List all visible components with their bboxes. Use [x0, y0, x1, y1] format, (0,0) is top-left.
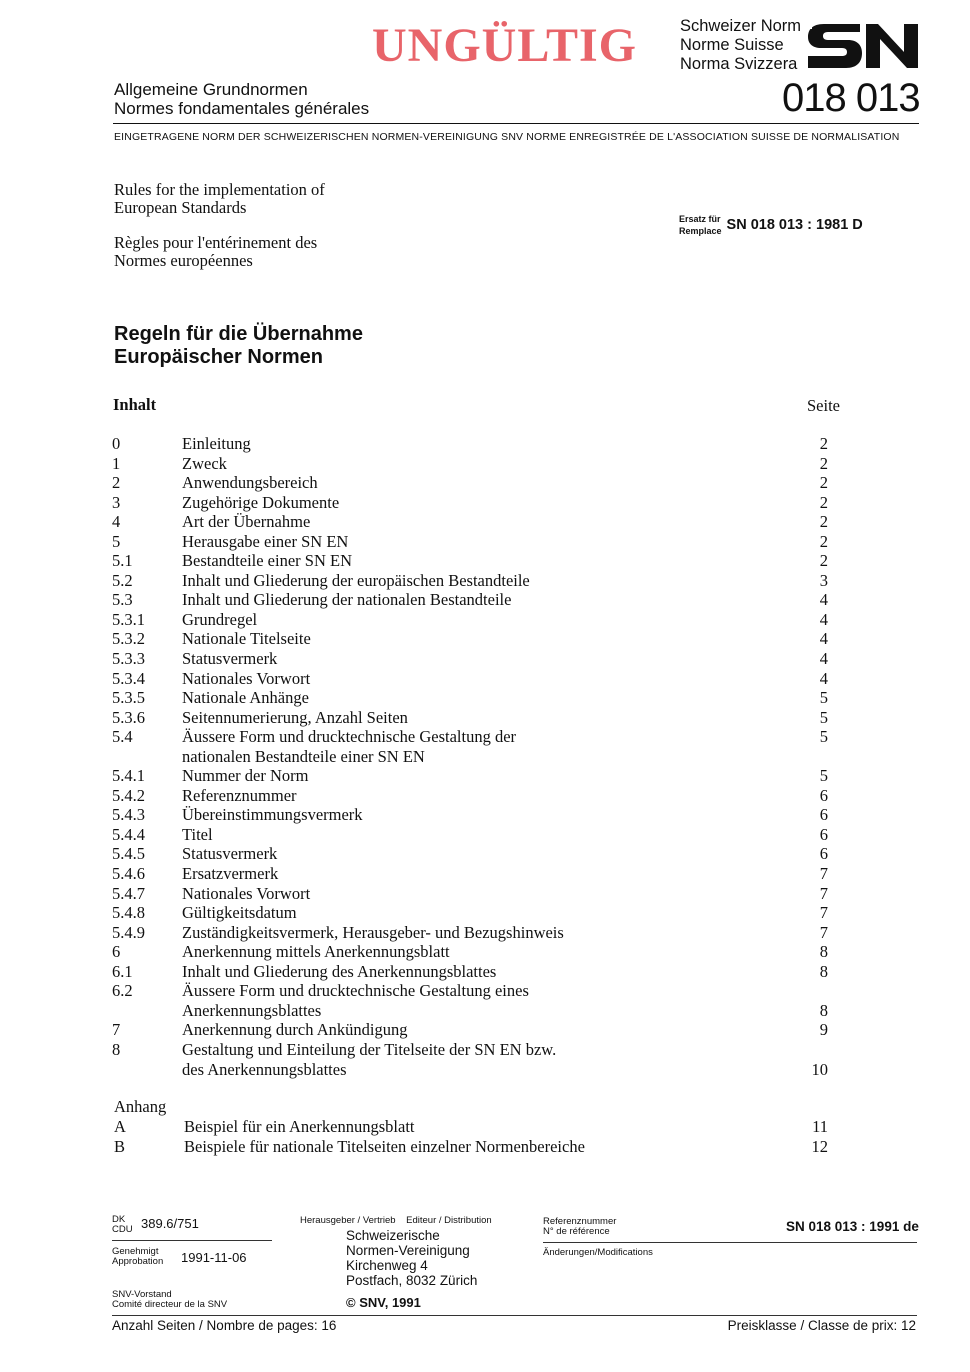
toc-entry: [112, 884, 828, 904]
toc-entry-page: 6: [819, 844, 828, 864]
reference-label-fr: N° de référence: [543, 1226, 610, 1237]
toc-entry-page: 4: [819, 649, 828, 669]
annex-entry-letter: B: [114, 1136, 126, 1156]
replaces-value: SN 018 013 : 1981 D: [726, 217, 863, 233]
toc-entry-title: Übereinstimmungsvermerk: [182, 805, 363, 825]
toc-entry: [112, 864, 828, 884]
toc-entry-title: Nationales Vorwort: [182, 668, 311, 688]
toc-entry: [112, 1020, 828, 1040]
toc-entry: [112, 1060, 828, 1080]
toc-entry: [112, 747, 828, 767]
toc-entry: [112, 766, 828, 786]
toc-entry-title: Titel: [182, 824, 213, 844]
toc-entry-title: Ersatzvermerk: [182, 864, 279, 884]
toc-entry: [112, 942, 828, 962]
approval-date: 1991-11-06: [181, 1250, 247, 1265]
toc-entry: [112, 551, 828, 571]
toc-entry: [112, 825, 828, 845]
publisher-line: Schweizerische: [346, 1228, 440, 1243]
toc-entry: [112, 805, 828, 825]
page-count: Anzahl Seiten / Nombre de pages: 16: [112, 1318, 337, 1333]
toc-entry: [112, 629, 828, 649]
toc-entry-page: 6: [819, 824, 828, 844]
annex-entry-page: 11: [812, 1117, 828, 1136]
invalid-stamp: UNGÜLTIG: [372, 19, 637, 72]
toc-entry-number: 5.3.1: [112, 609, 145, 629]
toc-entry: [112, 923, 828, 943]
toc-entry-number: 7: [112, 1020, 121, 1040]
norm-line-de: Schweizer Norm: [680, 17, 802, 35]
toc-entry: [112, 473, 828, 493]
changes-label: Änderungen/Modifications: [543, 1247, 653, 1258]
annex-section: [114, 1097, 828, 1156]
toc-entry-title: Inhalt und Gliederung der europäischen Bestandteile: [182, 570, 530, 590]
norm-lines: [680, 17, 801, 74]
publisher-line: Normen-Vereinigung: [346, 1243, 470, 1258]
toc-entry-page: 5: [819, 766, 828, 786]
toc-entry-number: 5.4.4: [112, 824, 145, 844]
copyright: © SNV, 1991: [346, 1295, 421, 1310]
toc-entry-page: 2: [819, 453, 828, 473]
reference-rule: [543, 1242, 917, 1243]
toc-entry-number: 5.3.2: [112, 629, 145, 649]
toc-entry: [112, 962, 828, 982]
toc-entry-title: Statusvermerk: [182, 649, 278, 669]
annex-entry: [114, 1137, 828, 1157]
toc-entry-page: 8: [819, 1000, 828, 1020]
replaces-label-de: Ersatz für: [679, 214, 721, 224]
annex-entry-letter: A: [114, 1117, 126, 1136]
toc-entry-title: Zugehörige Dokumente: [182, 492, 340, 512]
toc-entry-number: 6: [112, 942, 121, 962]
toc-entry-number: 6.2: [112, 981, 133, 1001]
cdu-label: CDU: [112, 1224, 133, 1235]
toc-entry-number: 5.4: [112, 727, 133, 747]
toc-entry-title: Nationale Titelseite: [182, 629, 311, 649]
toc-entry-page: 7: [819, 883, 828, 903]
toc-entry-number: 5.3.5: [112, 688, 145, 708]
annex-heading: Anhang: [114, 1097, 167, 1116]
toc-entry-title: Nationales Vorwort: [182, 883, 311, 903]
replaces-label-fr: Remplace: [679, 226, 722, 236]
toc-entry-page: 2: [819, 512, 828, 532]
toc-entry-number: 5.3: [112, 590, 133, 610]
footer-bottom-rule: [112, 1315, 917, 1316]
toc-entry-title: Seitennumerierung, Anzahl Seiten: [182, 707, 408, 727]
title-en-line: European Standards: [114, 198, 247, 217]
toc-entry: [112, 590, 828, 610]
toc-entry-page: 5: [819, 727, 828, 747]
toc-entry: [112, 727, 828, 747]
toc-entry: [112, 981, 828, 1001]
toc-entry-number: 5.3.6: [112, 707, 145, 727]
registered-norm-line: EINGETRAGENE NORM DER SCHWEIZERISCHEN NORMEN-VEREINIGUNG SNV NORME ENREGISTRÉE DE L'ASSOCIATION SUISSE DE NORMALISATION: [114, 131, 900, 143]
toc-entry-number: [112, 1060, 182, 1080]
committee-label-de: SNV-Vorstand: [112, 1289, 172, 1300]
header-divider: [113, 123, 919, 124]
toc-entry-title: Zuständigkeitsvermerk, Herausgeber- und Bezugshinweis: [182, 922, 564, 942]
toc-entry-number: 5.4.3: [112, 805, 145, 825]
norm-line-it: Norma Svizzera: [680, 55, 798, 73]
toc-entry-number: 5.4.7: [112, 883, 145, 903]
category-de: Allgemeine Grundnormen: [114, 80, 308, 99]
toc-entry: [112, 1040, 828, 1060]
toc-entry-number: 4: [112, 512, 121, 532]
toc-entry-page: 2: [819, 551, 828, 571]
dk-value: 389.6/751: [141, 1216, 199, 1231]
toc-entry-page: 2: [819, 434, 828, 453]
toc-page-heading: Seite: [807, 396, 840, 415]
toc-entry-title: Herausgabe einer SN EN: [182, 531, 349, 551]
toc-list: [112, 434, 828, 1079]
toc-entry-title: Gültigkeitsdatum: [182, 903, 297, 923]
toc-entry-title: Äussere Form und drucktechnische Gestaltung der: [182, 727, 517, 747]
replaces-note: [679, 213, 863, 237]
toc-entry-page: 4: [819, 668, 828, 688]
toc-entry-title: Referenznummer: [182, 785, 297, 805]
title-german: [114, 323, 363, 369]
toc-entry-title: Grundregel: [182, 609, 258, 629]
toc-entry-page: [798, 1040, 828, 1060]
toc-entry-title: Einleitung: [182, 434, 251, 453]
toc-entry-page: 7: [819, 922, 828, 942]
title-en-line: Rules for the implementation of: [114, 180, 325, 199]
publisher-label: Herausgeber / Vertrieb Editeur / Distribution: [300, 1215, 492, 1226]
toc-entry-title: des Anerkennungsblattes: [182, 1059, 347, 1079]
toc-entry: [112, 571, 828, 591]
toc-entry-title: Art der Übernahme: [182, 512, 311, 532]
toc-entry-number: [112, 1001, 182, 1021]
annex-list: [114, 1117, 828, 1156]
price-class: Preisklasse / Classe de prix: 12: [727, 1318, 916, 1333]
toc-entry-page: 2: [819, 531, 828, 551]
toc-entry-number: 5.1: [112, 551, 133, 571]
toc-entry: [112, 532, 828, 552]
approval-label-fr: Approbation: [112, 1256, 164, 1267]
toc-entry-page: 7: [819, 903, 828, 923]
toc-heading: Inhalt: [113, 395, 157, 414]
standard-number: 018 013: [782, 76, 920, 120]
toc-entry-page: 9: [819, 1020, 828, 1040]
publisher-line: Postfach, 8032 Zürich: [346, 1273, 478, 1288]
toc-entry-title: Anerkennung mittels Anerkennungsblatt: [182, 942, 450, 962]
toc-entry-number: 5.4.2: [112, 785, 145, 805]
toc-entry: [112, 688, 828, 708]
toc-entry-number: 5.4.9: [112, 922, 145, 942]
approval-label-de: Genehmigt: [112, 1246, 159, 1257]
toc-entry-page: 2: [819, 473, 828, 493]
norm-line-fr: Norme Suisse: [680, 36, 784, 54]
toc-entry-number: 5.3.4: [112, 668, 145, 688]
footer-rule: [112, 1240, 272, 1241]
toc-entry-title: Bestandteile einer SN EN: [182, 551, 352, 571]
title-de-line: Europäischer Normen: [114, 346, 323, 368]
toc-entry-page: 6: [819, 785, 828, 805]
toc-entry: [112, 786, 828, 806]
annex-entry-title: Beispiel für ein Anerkennungsblatt: [184, 1117, 415, 1136]
category-fr: Normes fondamentales générales: [114, 99, 370, 118]
toc-entry-title: Äussere Form und drucktechnische Gestaltung eines: [182, 981, 529, 1001]
toc-entry-number: [112, 747, 182, 767]
committee-block: [112, 1290, 227, 1310]
toc-entry: [112, 708, 828, 728]
toc-entry: [112, 1001, 828, 1021]
toc-entry: [112, 434, 828, 454]
toc-entry-page: 4: [819, 609, 828, 629]
toc-entry: [112, 844, 828, 864]
toc-entry-number: 6.1: [112, 961, 133, 981]
toc-entry-title: Gestaltung und Einteilung der Titelseite der SN EN bzw.: [182, 1039, 557, 1059]
toc-entry-title: Anwendungsbereich: [182, 473, 318, 493]
toc-entry-page: 10: [811, 1059, 828, 1079]
toc-entry-page: 5: [819, 707, 828, 727]
toc-entry: [112, 903, 828, 923]
reference-label: [543, 1217, 616, 1237]
toc-entry-page: [798, 981, 828, 1001]
annex-entry-page: 12: [811, 1136, 828, 1156]
toc-entry-page: 2: [819, 492, 828, 512]
replaces-label: [679, 213, 722, 237]
title-fr-line: Normes européennes: [114, 251, 253, 270]
toc-entry-page: 3: [819, 570, 828, 590]
toc-entry-title: Anerkennung durch Ankündigung: [182, 1020, 408, 1040]
toc-entry-page: 7: [819, 864, 828, 884]
title-fr-line: Règles pour l'entérinement des: [114, 233, 318, 252]
toc-entry-number: 1: [112, 453, 121, 473]
toc-entry-page: 6: [819, 805, 828, 825]
toc-entry-number: 5.4.5: [112, 844, 145, 864]
annex-entry: [114, 1117, 828, 1137]
toc-entry-number: 5: [112, 531, 121, 551]
title-french: [114, 234, 317, 270]
toc-entry-title: Inhalt und Gliederung des Anerkennungsblattes: [182, 961, 497, 981]
toc-entry-number: 2: [112, 473, 121, 493]
toc-entry-title: Zweck: [182, 453, 227, 473]
toc-entry-number: 5.3.3: [112, 649, 145, 669]
annex-entry-title: Beispiele für nationale Titelseiten einzelner Normenbereiche: [184, 1136, 585, 1156]
publisher-address: [346, 1228, 477, 1288]
committee-label-fr: Comité directeur de la SNV: [112, 1299, 228, 1310]
toc-entry: [112, 493, 828, 513]
toc-entry-title: nationalen Bestandteile einer SN EN: [182, 746, 425, 766]
title-english: [114, 181, 325, 217]
toc-entry-number: 5.4.1: [112, 766, 145, 786]
toc-entry-title: Nationale Anhänge: [182, 688, 309, 708]
toc-entry: [112, 610, 828, 630]
toc-entry-title: Statusvermerk: [182, 844, 278, 864]
reference-label-de: Referenznummer: [543, 1216, 617, 1227]
toc-entry-page: 8: [819, 942, 828, 962]
toc-entry-number: 8: [112, 1039, 121, 1059]
toc-entry-page: 4: [819, 629, 828, 649]
toc-entry-page: [798, 747, 828, 767]
toc-entry: [112, 649, 828, 669]
reference-number: SN 018 013 : 1991 de: [786, 1219, 919, 1234]
dk-label: DK: [112, 1214, 126, 1225]
title-de-line: Regeln für die Übernahme: [114, 323, 363, 345]
toc-entry-page: 5: [819, 688, 828, 708]
toc-entry: [112, 454, 828, 474]
publisher-line: Kirchenweg 4: [346, 1258, 428, 1273]
category-block: [114, 80, 369, 118]
toc-entry-number: 3: [112, 492, 121, 512]
sn-logo: [806, 20, 920, 72]
toc-entry-page: 4: [819, 590, 828, 610]
toc-entry-number: 5.4.6: [112, 864, 145, 884]
toc-entry-number: 5.4.8: [112, 903, 145, 923]
toc-entry-number: 5.2: [112, 570, 133, 590]
toc-entry-number: 0: [112, 434, 121, 453]
toc-entry: [112, 512, 828, 532]
toc-entry-title: Anerkennungsblattes: [182, 1000, 322, 1020]
toc-entry: [112, 669, 828, 689]
toc-entry-page: 8: [819, 961, 828, 981]
toc-entry-title: Inhalt und Gliederung der nationalen Bestandteile: [182, 590, 512, 610]
toc-entry-title: Nummer der Norm: [182, 766, 309, 786]
